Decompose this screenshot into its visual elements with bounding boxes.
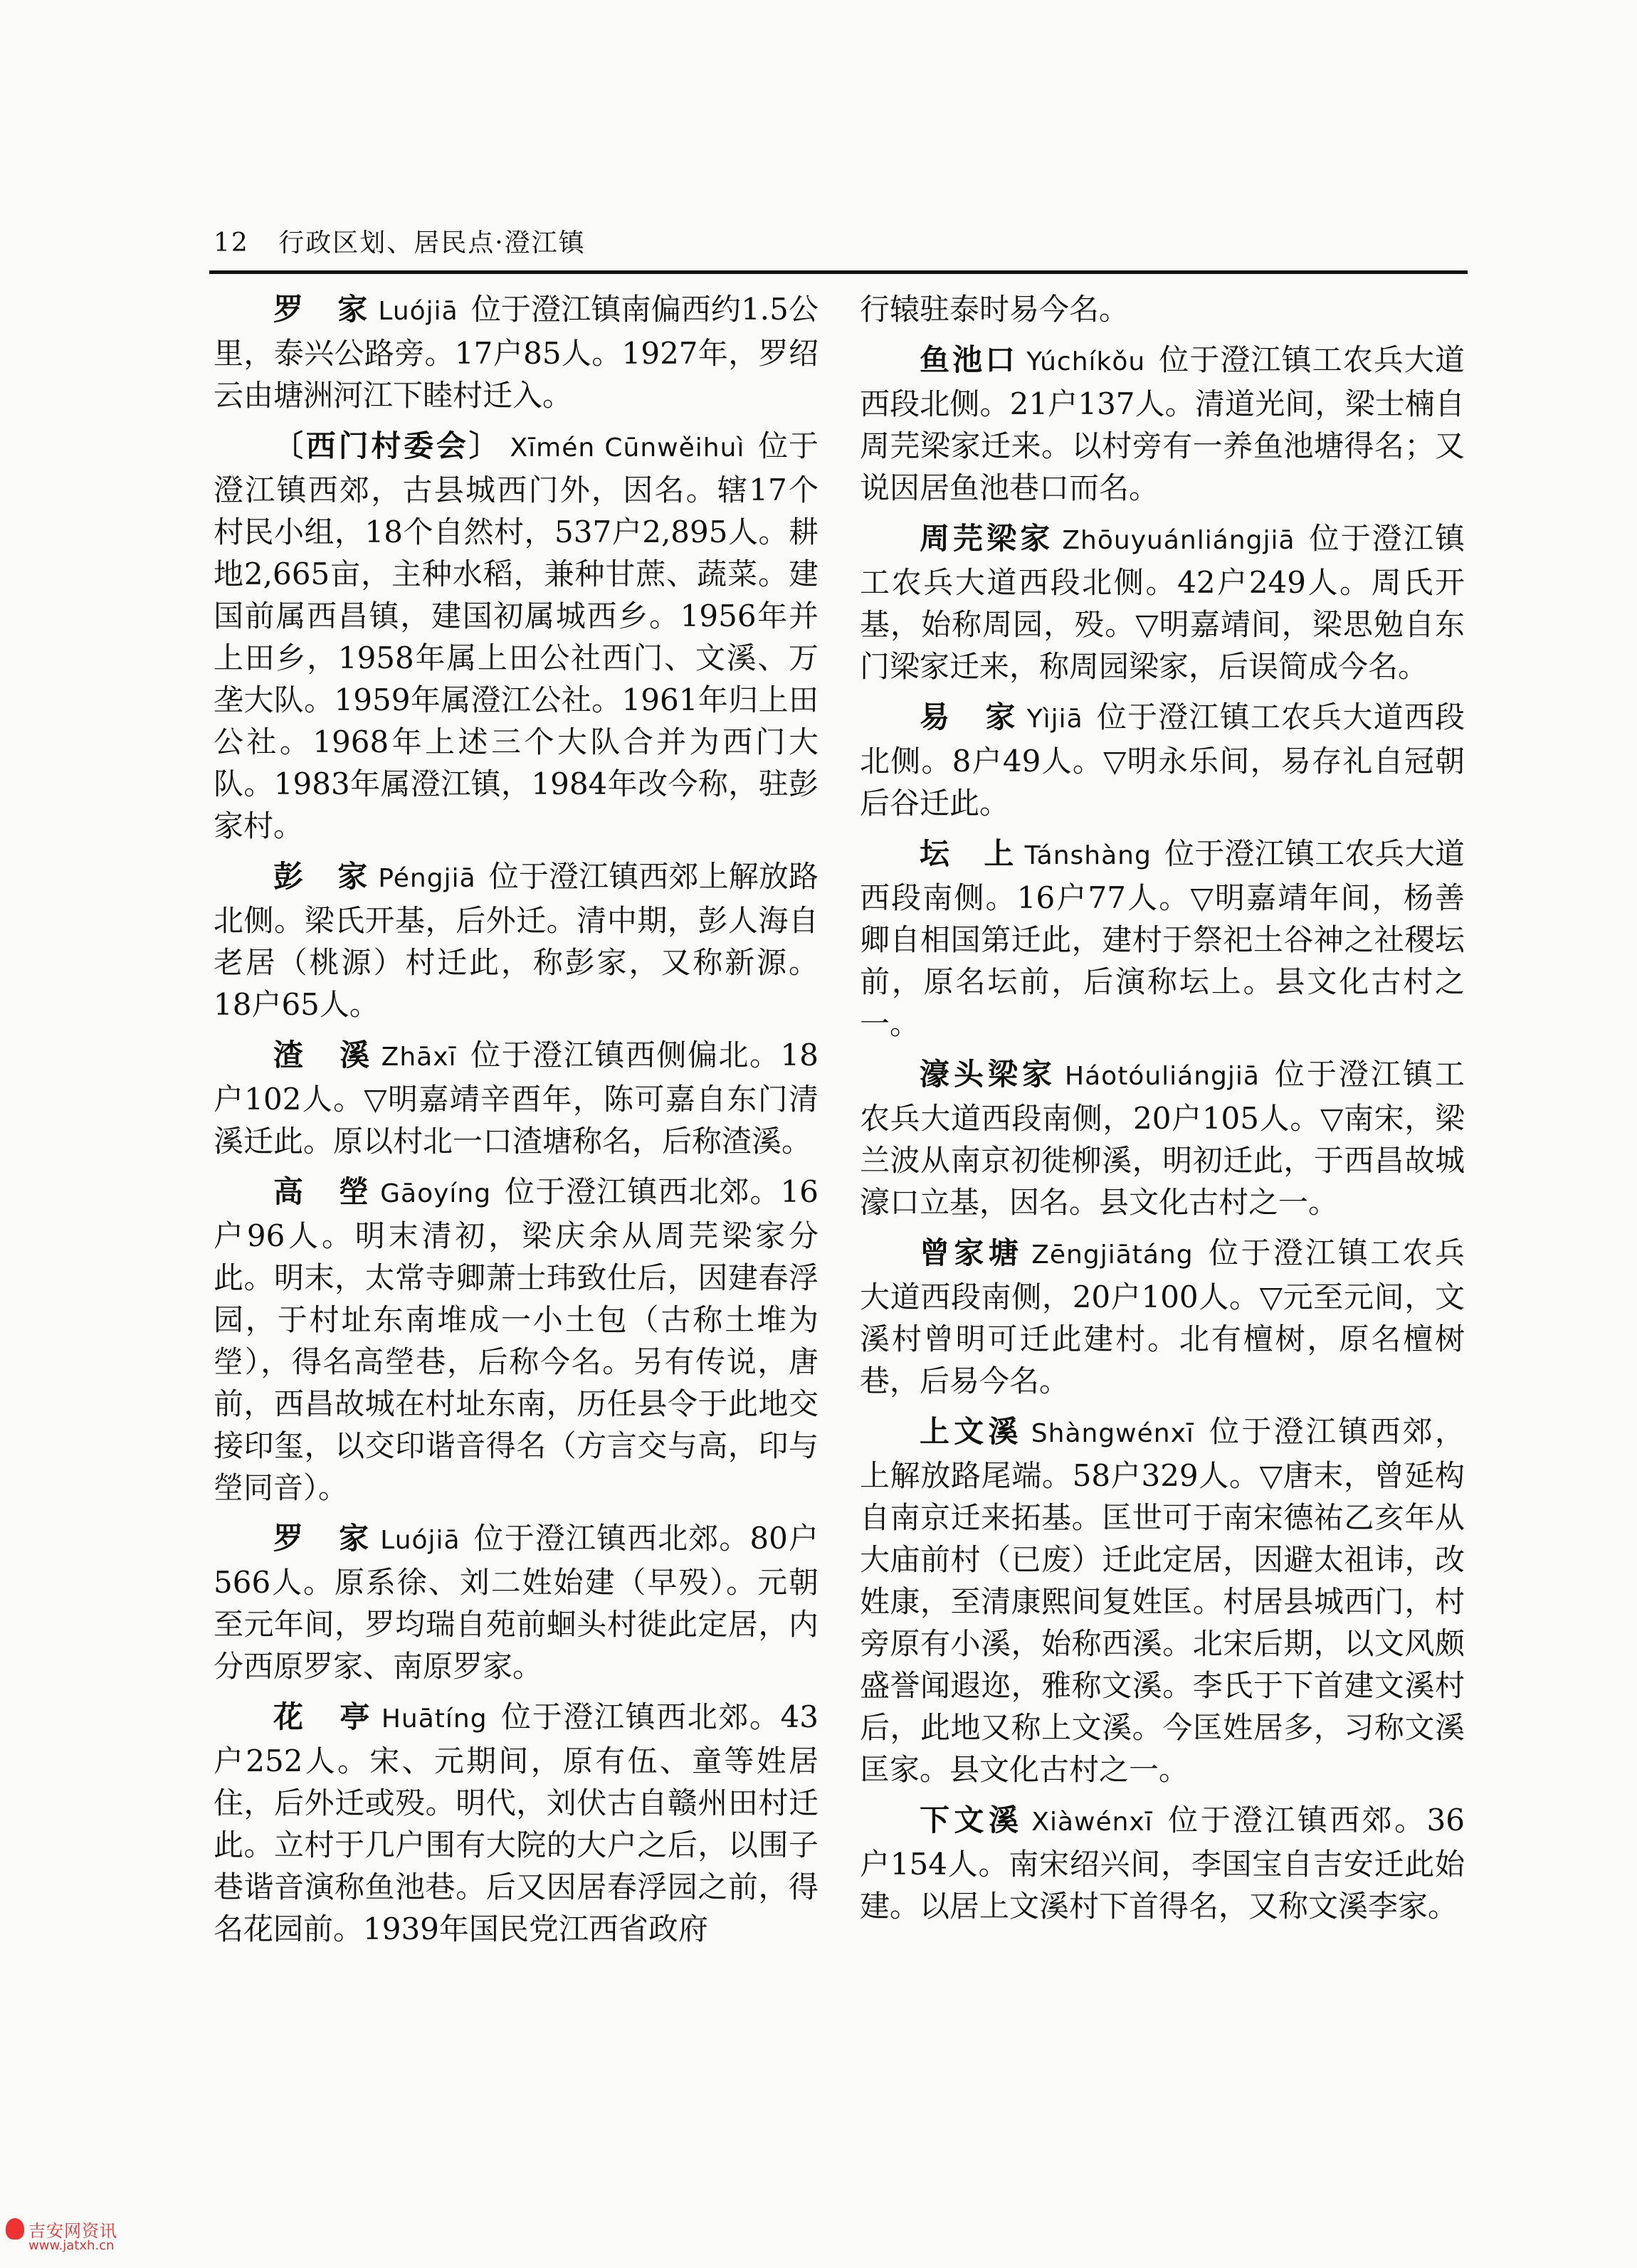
entry: [214, 1034, 818, 1162]
entry-term: 坛 上: [920, 836, 1016, 871]
header-rule: [209, 270, 1468, 274]
entry: [860, 1410, 1465, 1790]
entry-pinyin: Yúchíkǒu: [1026, 347, 1146, 376]
entry-term: 濠头梁家: [920, 1057, 1057, 1092]
watermark-url: www.jatxh.cn: [28, 2238, 115, 2253]
entry: [860, 1053, 1465, 1223]
entry-pinyin: Zhōuyuánliángjiā: [1062, 526, 1295, 555]
entry-text: 位于澄江镇西郊。36户154人。南宋绍兴间，李国宝自吉安迁此始建。以居上文溪村下首得名，又称文溪李家。: [860, 1803, 1465, 1924]
entry-text: 位于澄江镇西北郊。43户252人。宋、元期间，原有伍、童等姓居住，后外迁或殁。明代，刘伏古自赣州田村迁此。立村于几户围有大院的大户之后，以围子巷谐音演称鱼池巷。后又因居春浮园之前，得名花园前。1939年国民党江西省政府: [214, 1699, 818, 1946]
entry: [860, 696, 1465, 824]
entry: [214, 425, 818, 847]
entry-term: 高 塋: [273, 1174, 372, 1209]
left-column: [214, 288, 818, 1958]
entry-term: 上文溪: [920, 1414, 1023, 1449]
entry-text: 位于澄江镇工农兵大道西段北侧。8户49人。▽明永乐间，易存礼自冠朝后谷迁此。: [860, 700, 1465, 821]
entry-text: 位于澄江镇西郊上解放路北侧。梁氏开基，后外迁。清中期，彭人海自老居（桃源）村迁此，称彭家，又称新源。18户65人。: [214, 859, 818, 1022]
entry-pinyin: Tánshàng: [1024, 841, 1152, 870]
entry-term: 下文溪: [920, 1803, 1023, 1837]
entry-text: 位于澄江镇西北郊。80户566人。原系徐、刘二姓始建（早殁）。元朝至元年间，罗均瑞自苑前蛔头村徙此定居，内分西原罗家、南原罗家。: [214, 1521, 818, 1684]
logo-icon: [6, 2218, 24, 2240]
entry-pinyin: Shàngwénxī: [1031, 1419, 1194, 1448]
entry: [860, 339, 1465, 509]
entry-term: 花 亭: [273, 1699, 373, 1734]
entry-text: 位于澄江镇工农兵大道西段南侧，20户105人。▽南宋，梁兰波从南京初徙柳溪，明初迁此，于西昌故城濠口立基，因名。县文化古村之一。: [860, 1057, 1465, 1220]
entry-term: 曾家塘: [920, 1235, 1023, 1270]
entry-pinyin: Péngjiā: [378, 864, 476, 893]
entry-term: 罗 家: [273, 292, 370, 327]
entry-term: 彭 家: [273, 859, 370, 894]
entry-term: 罗 家: [273, 1521, 372, 1556]
watermark-title: 吉安网资讯: [28, 2221, 117, 2241]
right-column: [860, 288, 1465, 1936]
entry-pinyin: Gāoyíng: [380, 1179, 492, 1208]
entry-term: 〔西门村委会〕: [273, 428, 502, 463]
entry-text: 位于澄江镇工农兵大道西段南侧。16户77人。▽明嘉靖年间，杨善卿自相国第迁此，建村于祭祀土谷神之社稷坛前，原名坛前，后演称坛上。县文化古村之一。: [860, 836, 1465, 1041]
entry-text: 位于澄江镇西北郊。16户96人。明末清初，梁庆余从周芫梁家分此。明末，太常寺卿萧士玮致仕后，因建春浮园，于村址东南堆成一小土包（古称土堆为塋），得名高塋巷，后称今名。另有传说，唐前，西昌故城在村址东南，历任县令于此地交接印玺，以交印谐音得名（方言交与高，印与塋同音）。: [214, 1174, 818, 1505]
entry-term: 鱼池口: [920, 342, 1018, 377]
continued-text: 行辕驻泰时易今名。: [860, 292, 1130, 327]
entry-text: 位于澄江镇工农兵大道西段南侧，20户100人。▽元至元间，文溪村曾明可迁此建村。北有檀树，原名檀树巷，后易今名。: [860, 1235, 1465, 1398]
entry-text: 位于澄江镇西侧偏北。18户102人。▽明嘉靖辛酉年，陈可嘉自东门清溪迁此。原以村北一口渣塘称名，后称渣溪。: [214, 1038, 818, 1159]
entry-pinyin: Xiàwénxī: [1031, 1808, 1153, 1837]
entry-term: 易 家: [920, 700, 1018, 734]
entry-text: 位于澄江镇南偏西约1.5公里，泰兴公路旁。17户85人。1927年，罗绍云由塘洲河江下睦村迁入。: [214, 292, 818, 413]
entry-pinyin: Háotóuliángjiā: [1065, 1062, 1260, 1091]
entry-pinyin: Luójiā: [378, 297, 458, 326]
site-watermark: [6, 2217, 148, 2259]
entry-pinyin: Zēngjiātáng: [1031, 1240, 1194, 1270]
entry-text: 位于澄江镇工农兵大道西段北侧。42户249人。周氏开基，始称周园，殁。▽明嘉靖间，梁思勉自东门梁家迁来，称周园梁家，后误简成今名。: [860, 521, 1465, 684]
entry: [214, 855, 818, 1025]
entry-pinyin: Yìjiā: [1026, 705, 1083, 734]
running-title: 行政区划、居民点·澄江镇: [278, 228, 586, 258]
entry: [214, 288, 818, 416]
entry: [860, 1232, 1465, 1402]
running-header: [214, 226, 1466, 260]
entry-text: 位于澄江镇西郊，上解放路尾端。58户329人。▽唐末，曾延构自南京迁来拓基。匡世可于南宋德祐乙亥年从大庙前村（已废）迁此定居，因避太祖讳，改姓康，至清康熙间复姓匡。村居县城西门，村旁原有小溪，始称西溪。北宋后期，以文风颇盛誉闻遐迩，雅称文溪。李氏于下首建文溪村后，此地又称上文溪。今匡姓居多，习称文溪匡家。县文化古村之一。: [860, 1414, 1465, 1787]
entry-text: 位于澄江镇工农兵大道西段北侧。21户137人。清道光间，梁士楠自周芫梁家迁来。以村旁有一养鱼池塘得名；又说因居鱼池巷口而名。: [860, 342, 1465, 505]
entry-term: 渣 溪: [273, 1038, 373, 1072]
entry: [860, 833, 1465, 1045]
entry: [214, 1517, 818, 1687]
entry-text: 位于澄江镇西郊，古县城西门外，因名。辖17个村民小组，18个自然村，537户2,895人。耕地2,665亩，主种水稻，兼种甘蔗、蔬菜。建国前属西昌镇，建国初属城西乡。1956年并上田乡，1958年属上田公社西门、文溪、万垄大队。1959年属澄江公社。1961年归上田公社。1968年上述三个大队合并为西门大队。1983年属澄江镇，1984年改今称，驻彭家村。: [214, 428, 818, 843]
entry-term: 周芫梁家: [920, 521, 1054, 556]
entry: [214, 1171, 818, 1509]
entry: [860, 1799, 1465, 1927]
entry-pinyin: Zhāxī: [381, 1043, 457, 1072]
entry-pinyin: Xīmén Cūnwěihuì: [510, 433, 745, 463]
entry-pinyin: Luójiā: [380, 1526, 460, 1555]
entry: [214, 1696, 818, 1950]
entry-pinyin: Huātíng: [381, 1704, 488, 1734]
page-number: 12: [214, 228, 249, 258]
entry: [860, 517, 1465, 687]
